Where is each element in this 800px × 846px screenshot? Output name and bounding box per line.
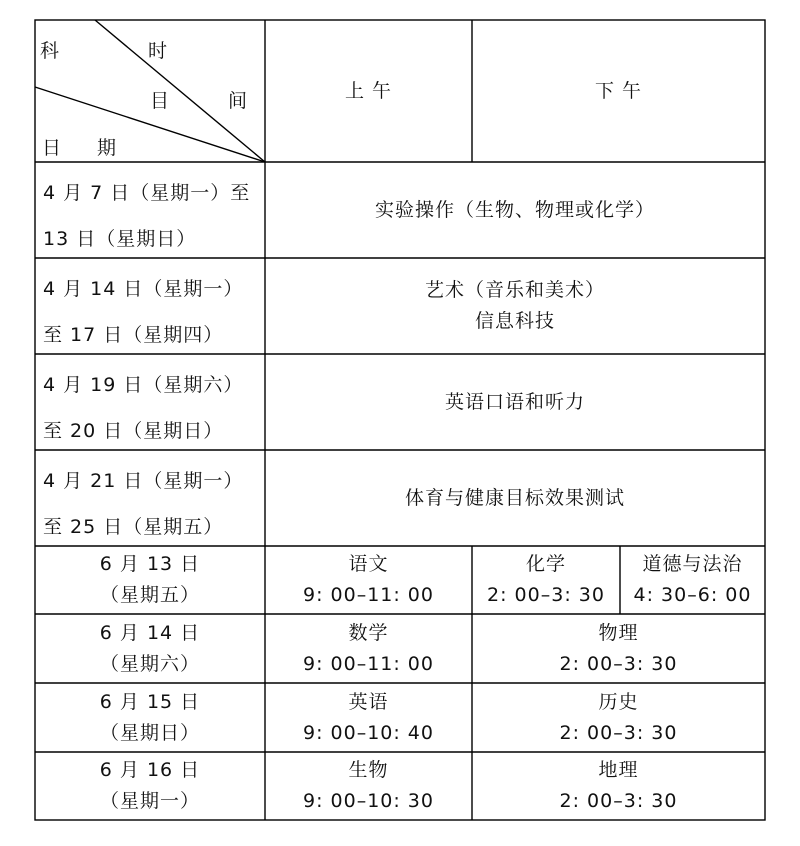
exam-1-am-subject: 语文: [348, 553, 389, 576]
row-3-date-line-2: 至 20 日（星期日）: [43, 420, 224, 442]
corner-label-time: 时: [148, 40, 168, 62]
row-1-date-line-2: 13 日（星期日）: [43, 228, 197, 250]
exam-2-am-subject: 数学: [348, 621, 389, 644]
exam-3-afternoon: [472, 683, 765, 752]
exam-2-pm-subject: 物理: [598, 621, 639, 644]
row-3-date-line-1: 4 月 19 日（星期六）: [43, 374, 244, 396]
row-1-date-line-1: 4 月 7 日（星期一）至: [43, 182, 251, 204]
exam-2-date-line-1: 6 月 14 日: [99, 621, 201, 644]
exam-4-afternoon: [472, 752, 765, 820]
exam-2-morning: [265, 614, 472, 683]
row-1-content: [265, 162, 765, 258]
header-morning-text: 上 午: [344, 79, 393, 102]
exam-1-pm2-subject: 道德与法治: [642, 553, 743, 576]
exam-1-am-time: 9: 00–11: 00: [302, 584, 434, 606]
row-2-date-line-2: 至 17 日（星期四）: [43, 324, 224, 346]
header-afternoon: [472, 20, 765, 162]
header-afternoon-text: 下 午: [594, 79, 643, 102]
row-4-content-text: 体育与健康目标效果测试: [404, 486, 625, 509]
row-4-date-line-1: 4 月 21 日（星期一）: [43, 470, 244, 492]
exam-4-am-subject: 生物: [348, 759, 389, 782]
exam-2-date-line-2: （星期六）: [99, 652, 200, 675]
exam-1-date-line-2: （星期五）: [99, 584, 200, 606]
exam-4-pm-subject: 地理: [598, 759, 639, 782]
exam-3-pm-time: 2: 00–3: 30: [559, 721, 678, 744]
exam-1-date: [35, 546, 265, 614]
exam-1-pm1-time: 2: 00–3: 30: [487, 584, 605, 606]
corner-label-date-2: 期: [97, 137, 117, 159]
row-1-content-text: 实验操作（生物、物理或化学）: [374, 198, 655, 221]
exam-1-afternoon-2: [620, 546, 765, 614]
exam-3-date-line-1: 6 月 15 日: [99, 690, 201, 713]
exam-2-am-time: 9: 00–11: 00: [302, 652, 434, 675]
corner-label-item: 目: [150, 90, 170, 112]
exam-1-morning: [265, 546, 472, 614]
exam-2-date: [35, 614, 265, 683]
row-2-content-line-2: 信息科技: [474, 310, 555, 332]
exam-4-pm-time: 2: 00–3: 30: [559, 790, 678, 812]
exam-1-pm2-time: 4: 30–6: 00: [633, 584, 752, 606]
exam-1-pm1-subject: 化学: [525, 553, 566, 576]
exam-2-pm-time: 2: 00–3: 30: [559, 652, 678, 675]
exam-1-afternoon-1: [472, 546, 620, 614]
exam-2-afternoon: [472, 614, 765, 683]
row-3-content: [265, 354, 765, 450]
row-4-date-line-2: 至 25 日（星期五）: [43, 516, 224, 538]
corner-label-subject: 科: [40, 40, 60, 62]
exam-1-date-line-1: 6 月 13 日: [99, 553, 201, 576]
exam-4-date: [35, 752, 265, 820]
exam-3-morning: [265, 683, 472, 752]
row-3-content-text: 英语口语和听力: [444, 390, 585, 413]
exam-3-date: [35, 683, 265, 752]
exam-4-morning: [265, 752, 472, 820]
row-2-content: [265, 258, 765, 354]
row-4-content: [265, 450, 765, 546]
exam-4-date-line-1: 6 月 16 日: [99, 759, 201, 782]
exam-4-date-line-2: （星期一）: [99, 790, 200, 812]
row-2-content-line-1: 艺术（音乐和美术）: [424, 279, 605, 302]
header-morning: [265, 20, 472, 162]
corner-label-date-1: 日: [42, 137, 62, 159]
exam-3-am-time: 9: 00–10: 40: [302, 721, 434, 744]
exam-3-pm-subject: 历史: [598, 690, 639, 713]
row-2-date-line-1: 4 月 14 日（星期一）: [43, 278, 244, 300]
exam-3-date-line-2: （星期日）: [99, 721, 200, 744]
exam-4-am-time: 9: 00–10: 30: [302, 790, 434, 812]
corner-label-interval: 间: [228, 90, 248, 112]
exam-3-am-subject: 英语: [348, 690, 389, 713]
